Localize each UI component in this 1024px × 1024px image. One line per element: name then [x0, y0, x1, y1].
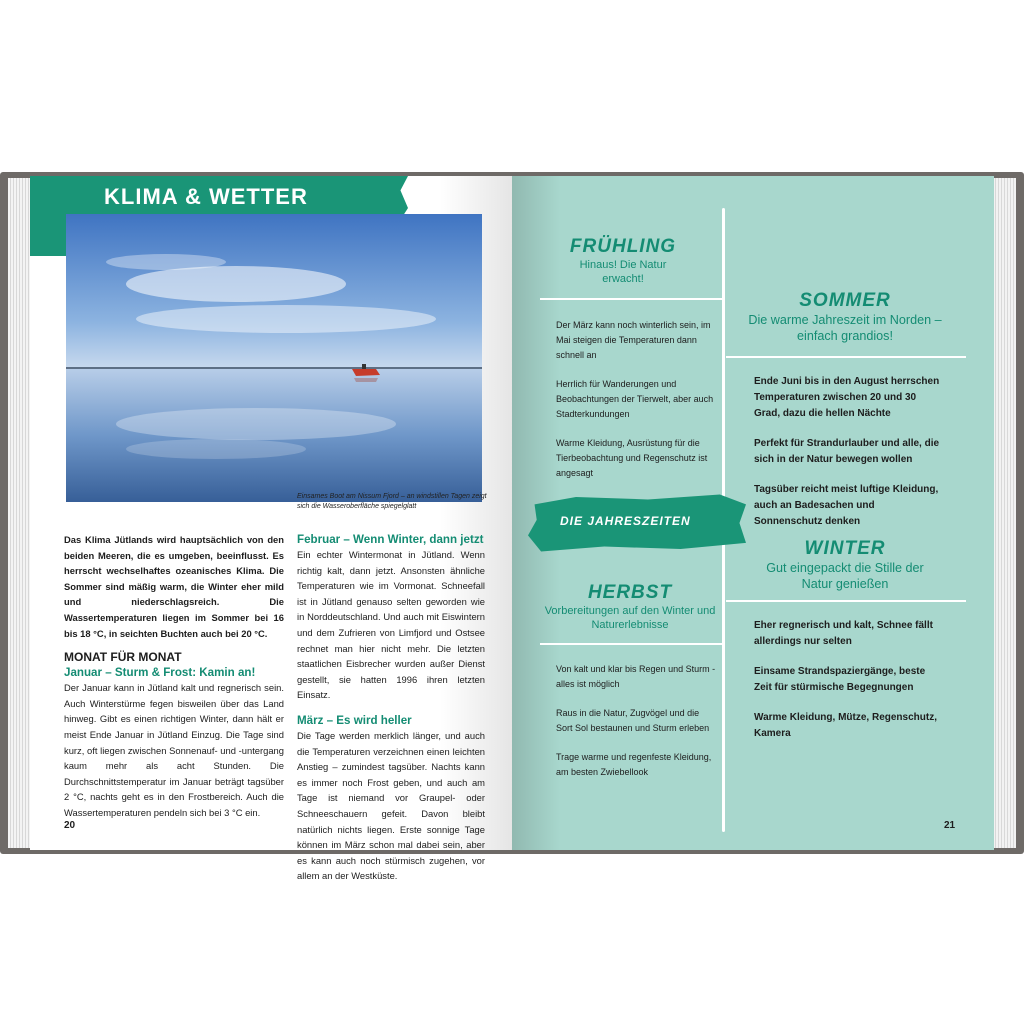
- maerz-text: Die Tage werden merklich länger, und auch die Temperaturen verzeichnen einen leichten Anstieg – zumindest tagsüber. Nachts kann es immer noch Frost geben, und auch am Tage ist niemand vor Graupel- oder Schneeschauern gefeit. Davon bleibt natürlich nichts liegen. Erste sonnige Tage können im März schon mal dabei sein, aber es kann auch noch stürmisch zugehen, vor allem an der Westküste.: [297, 729, 485, 882]
- page-title: KLIMA & WETTER: [104, 184, 308, 209]
- seasons-stamp-label: DIE JAHRESZEITEN: [560, 514, 691, 528]
- list-item: Ende Juni bis in den August herrschen Temperaturen zwischen 20 und 30 Grad, dazu die hellen Nächte: [754, 376, 940, 419]
- fjord-photo: [66, 214, 482, 502]
- fruehling-title: FRÜHLING: [569, 236, 677, 257]
- middle-column: [297, 532, 485, 884]
- divider-winter: [726, 600, 966, 602]
- list-item: Tagsüber reicht meist luftige Kleidung, auch an Badesachen und Sonnenschutz denken: [754, 484, 939, 527]
- section-heading: MONAT FÜR MONAT: [64, 650, 182, 665]
- list-item: Warme Kleidung, Ausrüstung für die Tierbeobachtung und Regenschutz ist angesagt: [556, 438, 708, 478]
- herbst-header: [540, 582, 720, 632]
- intro-text: Das Klima Jütlands wird hauptsächlich von den beiden Meeren, die es umgeben, beeinflusst. Es herrscht wechselhaftes ozeanisches Klima. Die Sommer sind mäßig warm, die Winter eher mild und niederschlagsreich. Die Wassertemperaturen liegen im Sommer bei 16 bis 18 °C, in seichten Buchten auch bei 20 °C.: [64, 534, 284, 639]
- herbst-list: [556, 662, 716, 794]
- page-number-right: 21: [944, 820, 956, 831]
- left-column: [64, 532, 284, 821]
- fruehling-list: [556, 318, 716, 495]
- divider-sommer: [726, 356, 966, 358]
- sommer-title: SOMMER: [799, 290, 891, 311]
- list-item: Eher regnerisch und kalt, Schnee fällt allerdings nur selten: [754, 620, 933, 647]
- winter-title: WINTER: [804, 538, 886, 559]
- sommer-tagline: Die warme Jahreszeit im Norden – einfach grandios!: [748, 313, 942, 343]
- photo-caption: Einsames Boot am Nissum Fjord – an windstillen Tagen zeigt sich die Wasseroberfläche spiegelglatt: [297, 493, 487, 510]
- winter-tagline: Gut eingepackt die Stille der Natur genießen: [766, 561, 924, 591]
- page-stack-right: [992, 178, 1016, 848]
- januar-heading: Januar – Sturm & Frost: Kamin an!: [64, 666, 256, 680]
- list-item: Von kalt und klar bis Regen und Sturm - alles ist möglich: [556, 664, 716, 689]
- divider-fruehling: [540, 298, 724, 300]
- sommer-list: [754, 374, 944, 544]
- list-item: Einsame Strandspaziergänge, beste Zeit für stürmische Begegnungen: [754, 666, 926, 693]
- list-item: Warme Kleidung, Mütze, Regenschutz, Kamera: [754, 712, 937, 739]
- list-item: Perfekt für Strandurlauber und alle, die sich in der Natur bewegen wollen: [754, 438, 940, 465]
- winter-header: [750, 538, 940, 592]
- list-item: Herrlich für Wanderungen und Beobachtungen der Tierwelt, aber auch Stadterkundungen: [556, 379, 714, 419]
- februar-text: Ein echter Wintermonat in Jütland. Wenn richtig kalt, dann jetzt. Ansonsten ähnliche Temperaturen wie im Vormonat. Schneefall ist in Jütland genauso selten geworden wie in Norddeutschland. Und auch mit Eiswintern und dem Zufrieren von Limfjord und Ostsee rechnet man hier nicht mehr. Die letzten staatlichen Eisbrecher wurden außer Dienst gestellt, sie hatten 1996 ihren letzten Einsatz.: [297, 549, 485, 701]
- fruehling-tagline: Hinaus! Die Natur erwacht!: [579, 259, 667, 285]
- maerz-heading: März – Es wird heller: [297, 713, 412, 727]
- divider-herbst: [540, 643, 724, 645]
- februar-heading: Februar – Wenn Winter, dann jetzt: [297, 533, 484, 546]
- list-item: Trage warme und regenfeste Kleidung, am besten Zwiebellook: [556, 752, 712, 777]
- fruehling-header: [548, 236, 698, 286]
- herbst-title: HERBST: [587, 582, 673, 603]
- page-stack-left: [8, 178, 32, 848]
- winter-list: [754, 618, 944, 756]
- page-number-left: 20: [64, 820, 76, 831]
- herbst-tagline: Vorbereitungen auf den Winter und Naturerlebnisse: [544, 605, 716, 631]
- januar-text: Der Januar kann in Jütland kalt und regnerisch sein. Auch Winterstürme fegen bisweilen über das Land hinweg. Gibt es einen richtigen Winter, dann hält er meist Ende Januar in Jütland Einzug. Die Tage sind kurz, oft liegen zwischen Sonnenauf- und -untergang kaum mehr als acht Stunden. Die Durchschnittstemperatur im Januar beträgt tagsüber 2 °C, nachts geht es in den Frostbereich. Auch die Wassertemperaturen pendeln sich bei 3 °C ein.: [64, 682, 284, 818]
- sommer-header: [740, 290, 950, 344]
- list-item: Der März kann noch winterlich sein, im Mai steigen die Temperaturen dann schnell an: [556, 320, 711, 360]
- list-item: Raus in die Natur, Zugvögel und die Sort Sol bestaunen und Sturm erleben: [556, 708, 710, 733]
